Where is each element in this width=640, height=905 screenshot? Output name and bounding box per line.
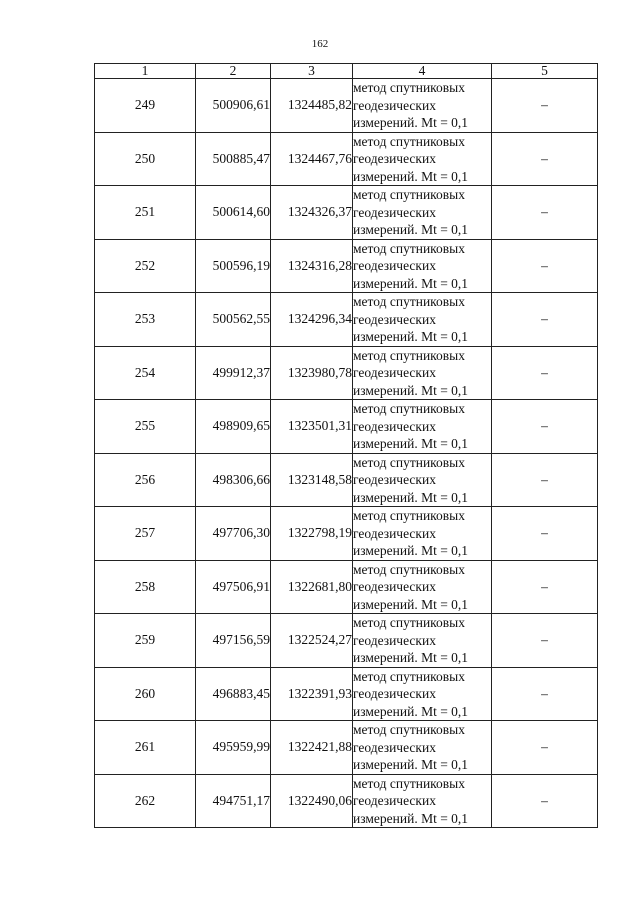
method-text-line: измерений. Mt = 0,1 — [353, 436, 469, 451]
x-coordinate-cell: 500614,60 — [196, 186, 271, 240]
column-5-cell: – — [492, 79, 598, 133]
column-header-2: 2 — [196, 64, 271, 79]
method-text-line: измерений. Mt = 0,1 — [353, 596, 469, 612]
method-cell — [353, 346, 492, 400]
method-text-line: измерений. Mt = 0,1 — [353, 810, 469, 826]
method-cell — [353, 507, 492, 561]
method-cell — [353, 721, 492, 775]
method-text-line: геодезических — [353, 151, 436, 166]
method-text-line: геодезических — [353, 97, 436, 113]
method-text-line: геодезических — [353, 204, 436, 220]
method-text-line: метод спутниковых — [353, 401, 465, 416]
table-row — [95, 346, 598, 400]
method-text-line: измерений. Mt = 0,1 — [353, 168, 469, 184]
y-coordinate-cell: 1324326,37 — [271, 186, 353, 240]
x-coordinate-cell: 500906,61 — [196, 79, 271, 133]
method-text-line: метод спутниковых — [353, 294, 465, 309]
table-row — [95, 186, 598, 240]
method-text-line: метод спутниковых — [353, 240, 465, 256]
y-coordinate-cell: 1322798,19 — [271, 507, 353, 561]
method-text-line: метод спутниковых — [353, 775, 465, 791]
x-coordinate-cell: 497506,91 — [196, 560, 271, 614]
method-cell — [353, 132, 492, 186]
method-text-line: метод спутниковых — [353, 561, 465, 577]
method-text-line: метод спутниковых — [353, 187, 465, 202]
column-5-cell: – — [492, 186, 598, 240]
x-coordinate-cell: 497156,59 — [196, 614, 271, 668]
point-number-cell: 253 — [95, 293, 196, 347]
column-header-3: 3 — [271, 64, 353, 79]
method-text-line: геодезических — [353, 472, 436, 487]
point-number-cell: 258 — [95, 560, 196, 614]
method-text-line: геодезических — [353, 311, 436, 327]
x-coordinate-cell: 500562,55 — [196, 293, 271, 347]
y-coordinate-cell: 1324467,76 — [271, 132, 353, 186]
method-text-line: измерений. Mt = 0,1 — [353, 650, 469, 665]
method-text-line: измерений. Mt = 0,1 — [353, 115, 469, 130]
coordinates-table — [94, 63, 598, 828]
column-5-cell: – — [492, 132, 598, 186]
method-cell — [353, 79, 492, 133]
point-number-cell: 260 — [95, 667, 196, 721]
method-text-line: метод спутниковых — [353, 454, 465, 470]
method-text-line: геодезических — [353, 739, 436, 755]
x-coordinate-cell: 494751,17 — [196, 774, 271, 828]
point-number-cell: 254 — [95, 346, 196, 400]
table-row — [95, 79, 598, 133]
column-header-4: 4 — [353, 64, 492, 79]
method-text-line: измерений. Mt = 0,1 — [353, 222, 469, 237]
point-number-cell: 256 — [95, 453, 196, 507]
table-row — [95, 667, 598, 721]
y-coordinate-cell: 1323148,58 — [271, 453, 353, 507]
method-text-line: геодезических — [353, 686, 436, 701]
method-cell — [353, 186, 492, 240]
y-coordinate-cell: 1322421,88 — [271, 721, 353, 775]
column-5-cell: – — [492, 614, 598, 668]
method-cell — [353, 293, 492, 347]
column-5-cell: – — [492, 239, 598, 293]
table-row — [95, 774, 598, 828]
column-5-cell: – — [492, 400, 598, 454]
x-coordinate-cell: 498306,66 — [196, 453, 271, 507]
method-text-line: геодезических — [353, 258, 436, 273]
method-text-line: измерений. Mt = 0,1 — [353, 382, 469, 398]
table-body — [95, 79, 598, 828]
y-coordinate-cell: 1322391,93 — [271, 667, 353, 721]
y-coordinate-cell: 1324296,34 — [271, 293, 353, 347]
x-coordinate-cell: 497706,30 — [196, 507, 271, 561]
method-text-line: геодезических — [353, 793, 436, 808]
column-5-cell: – — [492, 507, 598, 561]
table-row — [95, 507, 598, 561]
method-cell — [353, 614, 492, 668]
method-text-line: измерений. Mt = 0,1 — [353, 489, 469, 505]
x-coordinate-cell: 496883,45 — [196, 667, 271, 721]
method-text-line: измерений. Mt = 0,1 — [353, 543, 469, 558]
method-text-line: метод спутниковых — [353, 615, 465, 630]
x-coordinate-cell: 495959,99 — [196, 721, 271, 775]
point-number-cell: 259 — [95, 614, 196, 668]
point-number-cell: 252 — [95, 239, 196, 293]
method-text-line: геодезических — [353, 632, 436, 648]
table-row — [95, 721, 598, 775]
column-5-cell: – — [492, 453, 598, 507]
method-text-line: геодезических — [353, 365, 436, 380]
x-coordinate-cell: 500885,47 — [196, 132, 271, 186]
x-coordinate-cell: 499912,37 — [196, 346, 271, 400]
point-number-cell: 255 — [95, 400, 196, 454]
method-cell — [353, 453, 492, 507]
page-number: 162 — [311, 38, 329, 50]
method-text-line: измерений. Mt = 0,1 — [353, 703, 469, 719]
method-text-line: геодезических — [353, 579, 436, 594]
y-coordinate-cell: 1324316,28 — [271, 239, 353, 293]
header-row — [95, 64, 598, 79]
column-header-5: 5 — [492, 64, 598, 79]
column-5-cell: – — [492, 667, 598, 721]
table-row — [95, 293, 598, 347]
method-text-line: метод спутниковых — [353, 722, 465, 737]
method-text-line: измерений. Mt = 0,1 — [353, 757, 469, 772]
table-row — [95, 400, 598, 454]
y-coordinate-cell: 1322490,06 — [271, 774, 353, 828]
point-number-cell: 251 — [95, 186, 196, 240]
method-cell — [353, 400, 492, 454]
table-header — [95, 64, 598, 79]
y-coordinate-cell: 1322524,27 — [271, 614, 353, 668]
table-row — [95, 453, 598, 507]
method-cell — [353, 774, 492, 828]
column-5-cell: – — [492, 346, 598, 400]
point-number-cell: 257 — [95, 507, 196, 561]
table-row — [95, 614, 598, 668]
method-cell — [353, 667, 492, 721]
method-text-line: метод спутниковых — [353, 347, 465, 363]
column-header-1: 1 — [95, 64, 196, 79]
method-cell — [353, 239, 492, 293]
method-text-line: геодезических — [353, 525, 436, 541]
point-number-cell: 249 — [95, 79, 196, 133]
table-row — [95, 560, 598, 614]
column-5-cell: – — [492, 293, 598, 347]
point-number-cell: 262 — [95, 774, 196, 828]
method-text-line: метод спутниковых — [353, 80, 465, 95]
column-5-cell: – — [492, 721, 598, 775]
column-5-cell: – — [492, 774, 598, 828]
point-number-cell: 250 — [95, 132, 196, 186]
method-text-line: измерений. Mt = 0,1 — [353, 329, 469, 344]
x-coordinate-cell: 500596,19 — [196, 239, 271, 293]
y-coordinate-cell: 1322681,80 — [271, 560, 353, 614]
method-text-line: метод спутниковых — [353, 133, 465, 149]
method-text-line: метод спутниковых — [353, 668, 465, 684]
point-number-cell: 261 — [95, 721, 196, 775]
table-row — [95, 132, 598, 186]
column-5-cell: – — [492, 560, 598, 614]
y-coordinate-cell: 1323980,78 — [271, 346, 353, 400]
method-text-line: метод спутниковых — [353, 508, 465, 523]
table-row — [95, 239, 598, 293]
x-coordinate-cell: 498909,65 — [196, 400, 271, 454]
y-coordinate-cell: 1324485,82 — [271, 79, 353, 133]
y-coordinate-cell: 1323501,31 — [271, 400, 353, 454]
method-cell — [353, 560, 492, 614]
method-text-line: геодезических — [353, 418, 436, 434]
method-text-line: измерений. Mt = 0,1 — [353, 275, 469, 291]
